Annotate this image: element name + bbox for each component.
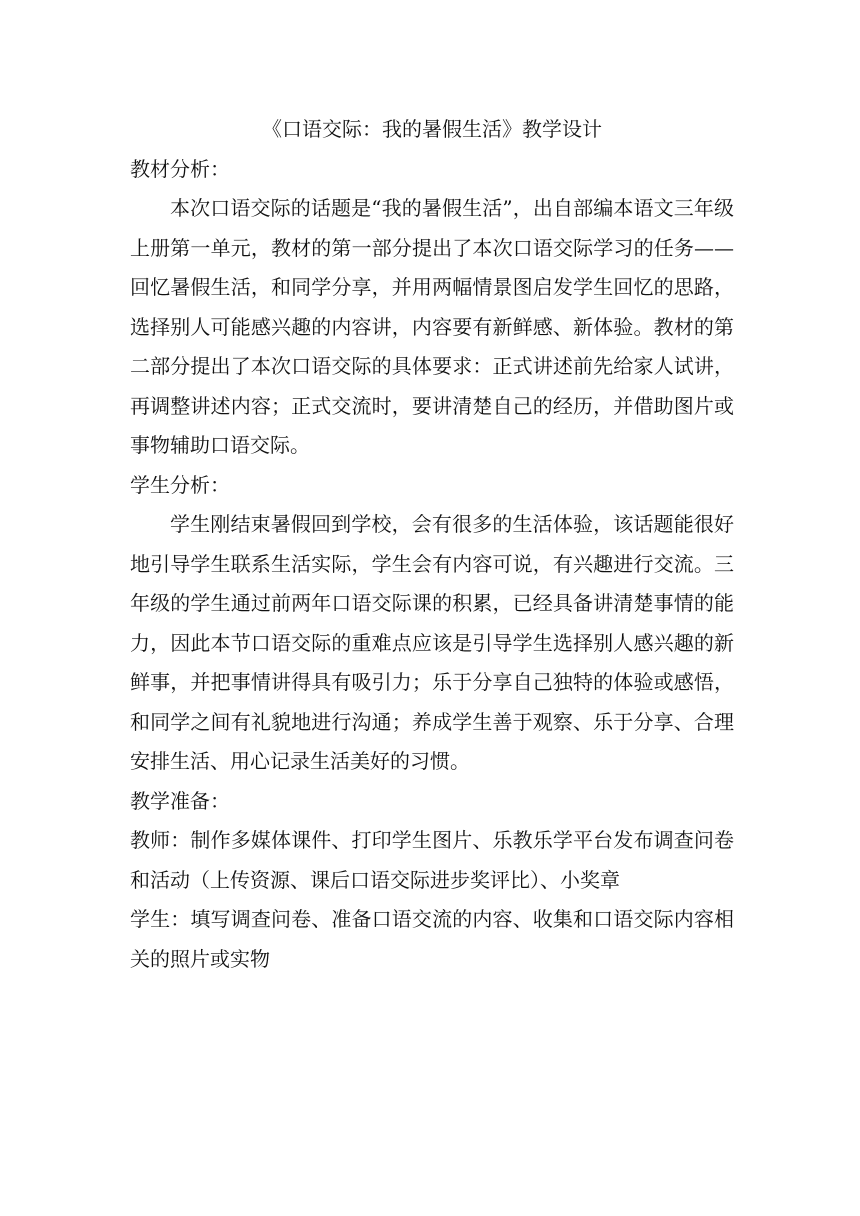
student-analysis-heading: 学生分析： <box>130 472 230 497</box>
student-analysis-paragraph: 学生刚结束暑假回到学校，会有很多的生活体验，该话题能很好地引导学生联系生活实际，学生会有内容可说，有兴趣进行交流。三年级的学生通过前两年口语交际课的积累，已经具备讲清楚事情的能力，因此本节口语交际的重难点应该是引导学生选择别人感兴趣的新鲜事，并把事情讲得具有吸引力；乐于分享自己独特的体验或感悟，和同学之间有礼貌地进行沟通；养成学生善于观察、乐于分享、合理安排生活、用心记录生活美好的习惯。 <box>130 512 734 773</box>
textbook-analysis-heading: 教材分析： <box>130 156 230 181</box>
textbook-analysis-paragraph: 本次口语交际的话题是“我的暑假生活”，出自部编本语文三年级上册第一单元，教材的第一部分提出了本次口语交际学习的任务——回忆暑假生活，和同学分享，并用两幅情景图启发学生回忆的思路，选择别人可能感兴趣的内容讲，内容要有新鲜感、新体验。教材的第二部分提出了本次口语交际的具体要求：正式讲述前先给家人试讲，再调整讲述内容；正式交流时，要讲清楚自己的经历，并借助图片或事物辅助口语交际。 <box>130 196 734 457</box>
teacher-preparation-text: 教师：制作多媒体课件、打印学生图片、乐教乐学平台发布调查问卷和活动（上传资源、课后口语交际进步奖评比）、小奖章 <box>130 828 734 892</box>
document-body <box>130 110 734 979</box>
student-preparation-text: 学生：填写调查问卷、准备口语交流的内容、收集和口语交际内容相关的照片或实物 <box>130 907 734 971</box>
teaching-preparation-heading: 教学准备： <box>130 788 230 813</box>
document-title: 《口语交际：我的暑假生活》教学设计 <box>262 117 602 141</box>
